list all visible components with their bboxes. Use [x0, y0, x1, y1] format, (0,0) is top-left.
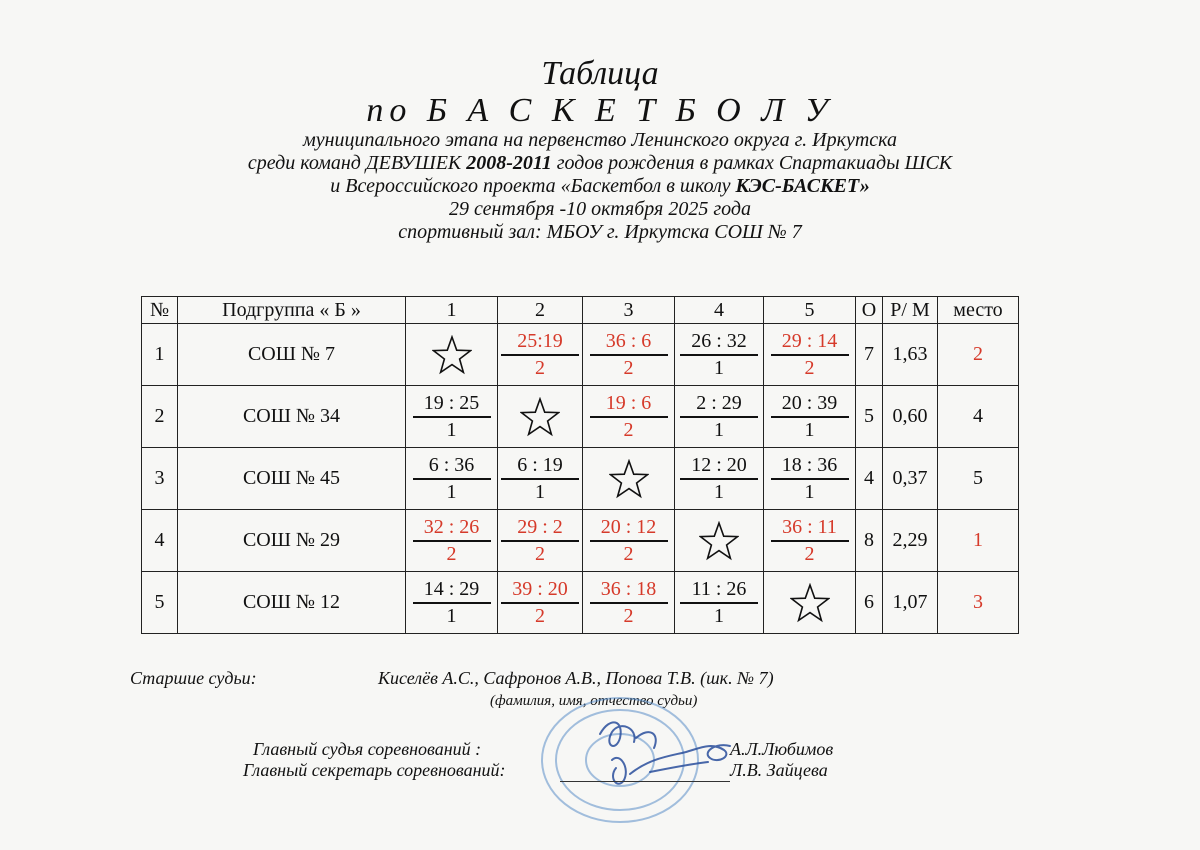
match-result — [406, 510, 498, 572]
row-number: 4 — [142, 510, 178, 572]
team-name: СОШ № 7 — [178, 324, 406, 386]
match-score: 6 : 19 — [501, 454, 579, 480]
match-result — [764, 386, 856, 448]
score-fraction — [771, 454, 849, 504]
final-place: 5 — [938, 448, 1019, 510]
match-score: 32 : 26 — [413, 516, 491, 542]
table-row — [142, 448, 1019, 510]
years-range: 2008-2011 — [466, 152, 552, 174]
final-place: 3 — [938, 572, 1019, 634]
match-result — [583, 510, 675, 572]
score-fraction — [680, 578, 758, 628]
score-fraction — [590, 392, 668, 442]
match-score: 6 : 36 — [413, 454, 491, 480]
team-name: СОШ № 34 — [178, 386, 406, 448]
match-result — [498, 324, 583, 386]
match-result — [583, 386, 675, 448]
score-fraction — [413, 516, 491, 566]
match-result — [675, 448, 764, 510]
header-col-5: 5 — [764, 297, 856, 324]
project-line: и Всероссийского проекта «Баскетбол в школу КЭС-БАСКЕТ» — [330, 175, 870, 197]
team-name: СОШ № 45 — [178, 448, 406, 510]
score-fraction — [771, 330, 849, 380]
score-ratio: 0,37 — [883, 448, 938, 510]
dates-line: 29 сентября -10 октября 2025 года — [449, 198, 751, 220]
row-number: 2 — [142, 386, 178, 448]
match-points: 1 — [446, 604, 457, 627]
judges-caption: (фамилия, имя, отчество судьи) — [490, 693, 698, 709]
header-col-3: 3 — [583, 297, 675, 324]
match-result — [583, 572, 675, 634]
match-result — [764, 510, 856, 572]
competition-line: муниципального этапа на первенство Ленинского округа г. Иркутска — [302, 129, 898, 151]
chief-judge-label: Главный судья соревнований : — [253, 739, 482, 759]
match-points: 2 — [535, 604, 545, 627]
match-result — [675, 386, 764, 448]
project-name: КЭС-БАСКЕТ» — [735, 175, 870, 197]
score-fraction — [771, 392, 849, 442]
match-result — [675, 572, 764, 634]
table-row — [142, 510, 1019, 572]
match-result — [498, 448, 583, 510]
match-points: 1 — [714, 418, 724, 441]
header-points: О — [856, 297, 883, 324]
match-score: 2 : 29 — [680, 392, 758, 418]
match-points: 2 — [623, 542, 634, 565]
final-place: 2 — [938, 324, 1019, 386]
header-ratio: Р/ М — [883, 297, 938, 324]
total-points: 7 — [856, 324, 883, 386]
match-points: 1 — [714, 480, 724, 503]
match-result — [764, 448, 856, 510]
table-header-row — [142, 297, 1019, 324]
match-score: 36 : 11 — [771, 516, 849, 542]
match-result — [406, 572, 498, 634]
venue-line: спортивный зал: МБОУ г. Иркутска СОШ № 7 — [398, 221, 802, 243]
match-points: 1 — [714, 356, 724, 379]
chief-judge-name: А.Л.Любимов — [730, 739, 834, 759]
match-result — [583, 324, 675, 386]
score-fraction — [680, 330, 758, 380]
total-points: 4 — [856, 448, 883, 510]
match-score: 20 : 12 — [590, 516, 668, 542]
score-fraction — [413, 578, 491, 628]
row-number: 3 — [142, 448, 178, 510]
match-points: 2 — [535, 356, 545, 379]
signature-line — [560, 781, 730, 782]
match-points: 2 — [623, 418, 634, 441]
match-score: 26 : 32 — [680, 330, 758, 356]
score-ratio: 1,07 — [883, 572, 938, 634]
header-num: № — [142, 297, 178, 324]
score-fraction — [501, 454, 579, 504]
match-score: 19 : 6 — [590, 392, 668, 418]
doc-subtitle: по Б А С К Е Т Б О Л У — [366, 92, 834, 129]
score-fraction — [590, 578, 668, 628]
match-points: 2 — [623, 356, 634, 379]
results-table — [141, 296, 1019, 634]
table-row — [142, 572, 1019, 634]
match-points: 1 — [446, 480, 457, 503]
match-points: 1 — [804, 418, 815, 441]
row-number: 5 — [142, 572, 178, 634]
document-header — [0, 55, 1200, 244]
score-fraction — [413, 392, 491, 442]
header-place: место — [938, 297, 1019, 324]
senior-judges-names: Киселёв А.С., Сафронов А.В., Попова Т.В. (шк. № 7) — [378, 668, 774, 688]
chief-secretary-name: Л.В. Зайцева — [730, 760, 828, 780]
team-name: СОШ № 12 — [178, 572, 406, 634]
match-score: 25:19 — [501, 330, 579, 356]
final-place: 4 — [938, 386, 1019, 448]
match-result — [406, 386, 498, 448]
self-match-star-icon — [498, 386, 583, 448]
senior-judges-label: Старшие судьи: — [130, 668, 257, 688]
self-match-star-icon — [764, 572, 856, 634]
match-score: 36 : 18 — [590, 578, 668, 604]
table-row — [142, 386, 1019, 448]
match-points: 2 — [446, 542, 457, 565]
match-score: 36 : 6 — [590, 330, 668, 356]
total-points: 5 — [856, 386, 883, 448]
final-place: 1 — [938, 510, 1019, 572]
team-name: СОШ № 29 — [178, 510, 406, 572]
match-result — [764, 324, 856, 386]
score-fraction — [501, 330, 579, 380]
match-points: 2 — [535, 542, 545, 565]
match-points: 2 — [623, 604, 634, 627]
match-score: 14 : 29 — [413, 578, 491, 604]
header-group: Подгруппа « Б » — [178, 297, 406, 324]
score-fraction — [501, 516, 579, 566]
category-line: среди команд ДЕВУШЕК 2008-2011 годов рождения в рамках Спартакиады ШСК — [247, 152, 953, 174]
score-fraction — [680, 454, 758, 504]
match-result — [406, 448, 498, 510]
match-points: 2 — [804, 542, 815, 565]
header-col-2: 2 — [498, 297, 583, 324]
self-match-star-icon — [406, 324, 498, 386]
match-points: 2 — [804, 356, 815, 379]
header-col-4: 4 — [675, 297, 764, 324]
score-fraction — [590, 516, 668, 566]
total-points: 6 — [856, 572, 883, 634]
self-match-star-icon — [583, 448, 675, 510]
match-score: 18 : 36 — [771, 454, 849, 480]
match-result — [498, 572, 583, 634]
score-ratio: 2,29 — [883, 510, 938, 572]
match-score: 29 : 14 — [771, 330, 849, 356]
match-points: 1 — [446, 418, 457, 441]
doc-title: Таблица — [541, 55, 659, 92]
match-score: 39 : 20 — [501, 578, 579, 604]
score-ratio: 1,63 — [883, 324, 938, 386]
match-result — [498, 510, 583, 572]
chief-secretary-label: Главный секретарь соревнований: — [243, 760, 506, 780]
signature — [590, 712, 740, 792]
match-score: 12 : 20 — [680, 454, 758, 480]
match-score: 11 : 26 — [680, 578, 758, 604]
total-points: 8 — [856, 510, 883, 572]
match-score: 19 : 25 — [413, 392, 491, 418]
match-score: 20 : 39 — [771, 392, 849, 418]
match-points: 1 — [804, 480, 815, 503]
score-fraction — [771, 516, 849, 566]
match-score: 29 : 2 — [501, 516, 579, 542]
table-row — [142, 324, 1019, 386]
header-col-1: 1 — [406, 297, 498, 324]
score-fraction — [413, 454, 491, 504]
score-fraction — [501, 578, 579, 628]
score-ratio: 0,60 — [883, 386, 938, 448]
row-number: 1 — [142, 324, 178, 386]
match-points: 1 — [714, 604, 724, 627]
score-fraction — [680, 392, 758, 442]
match-points: 1 — [535, 480, 545, 503]
self-match-star-icon — [675, 510, 764, 572]
score-fraction — [590, 330, 668, 380]
match-result — [675, 324, 764, 386]
